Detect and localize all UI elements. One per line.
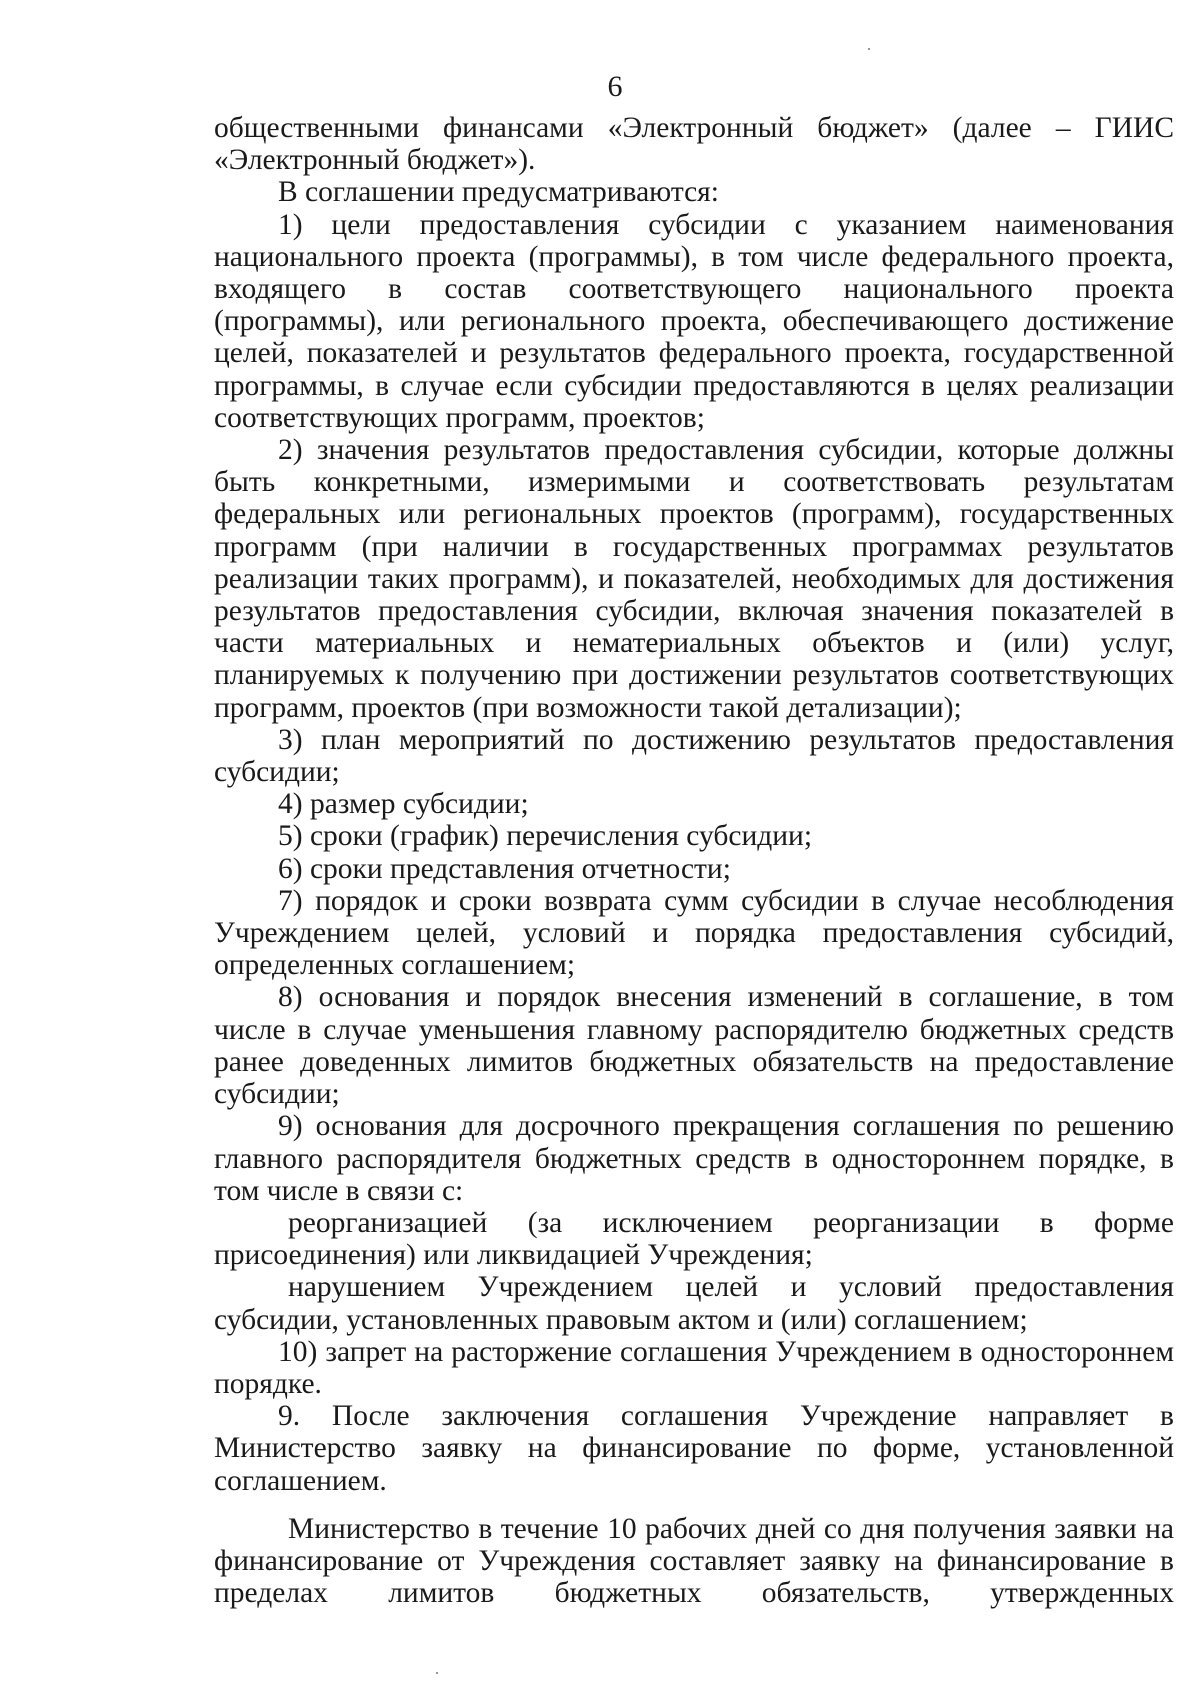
list-item-1-goals: 1) цели предоставления субсидии с указанием наименования национального проекта (программы), в том числе федерального проекта, входящего в состав соответствующего национального проекта (программы), или регионального проекта, обеспечивающего достижение целей, показателей и результатов федерального проекта, государственной программы, в случае если субсидии предоставляются в целях реализации соответствующих программ, проектов; [214,208,1174,434]
list-item-8-amendments: 8) основания и порядок внесения изменений в соглашение, в том числе в случае уменьшения главному распорядителю бюджетных средств ранее доведенных лимитов бюджетных обязательств на предоставление субсидии; [214,981,1174,1111]
list-item-4-amount: 4) размер субсидии; [278,788,529,821]
page-number: 6 [607,70,623,103]
sub-item-reorganization: реорганизацией (за исключением реорганизации в форме присоединения) или ликвидацией Учреждения; [214,1206,1174,1272]
document-body [214,112,1174,1609]
list-item-7-refund: 7) порядок и сроки возврата сумм субсидии в случае несоблюдения Учреждением целей, условий и порядка предоставления субсидий, определенных соглашением; [214,884,1174,982]
list-item-6-reporting: 6) сроки представления отчетности; [278,852,731,885]
list-item-9-termination: 9) основания для досрочного прекращения соглашения по решению главного распорядителя бюджетных средств в одностороннем порядке, в том числе в связи с: [214,1110,1174,1207]
list-item-2-results: 2) значения результатов предоставления субсидии, которые должны быть конкретными, измеримыми и соответствовать результатам федеральных или региональных проектов (программ), государственных программ (при наличии в государственных программах результатов реализации таких программ), и показателей, необходимых для достижения результатов предоставления субсидии, включая значения показателей в части материальных и нематериальных объектов и (или) услуг, планируемых к получению при достижении результатов соответствующих программ, проектов (при возможности такой детализации); [214,434,1174,724]
list-item-5-schedule: 5) сроки (график) перечисления субсидии; [278,820,813,853]
sub-item-violation: нарушением Учреждением целей и условий предоставления субсидии, установленных правовым актом и (или) соглашением; [214,1271,1174,1336]
paragraph-giis-definition: общественными финансами «Электронный бюджет» (далее – ГИИС «Электронный бюджет»). [214,112,1174,177]
scan-speck [436,1672,438,1674]
list-item-10-prohibition: 10) запрет на расторжение соглашения Учреждением в одностороннем порядке. [214,1335,1174,1400]
list-item-3-plan: 3) план мероприятий по достижению результатов предоставления субсидии; [214,723,1174,789]
paragraph-agreement-intro: В соглашении предусматриваются: [278,176,719,209]
paragraph-ministry-request: Министерство в течение 10 рабочих дней со дня получения заявки на финансирование от Учреждения составляет заявку на финансирование в пределах лимитов бюджетных обязательств, утвержденных [214,1512,1174,1610]
scan-speck [868,48,870,50]
paragraph-section-9: 9. После заключения соглашения Учреждение направляет в Министерство заявку на финансирование по форме, установленной соглашением. [214,1400,1174,1497]
